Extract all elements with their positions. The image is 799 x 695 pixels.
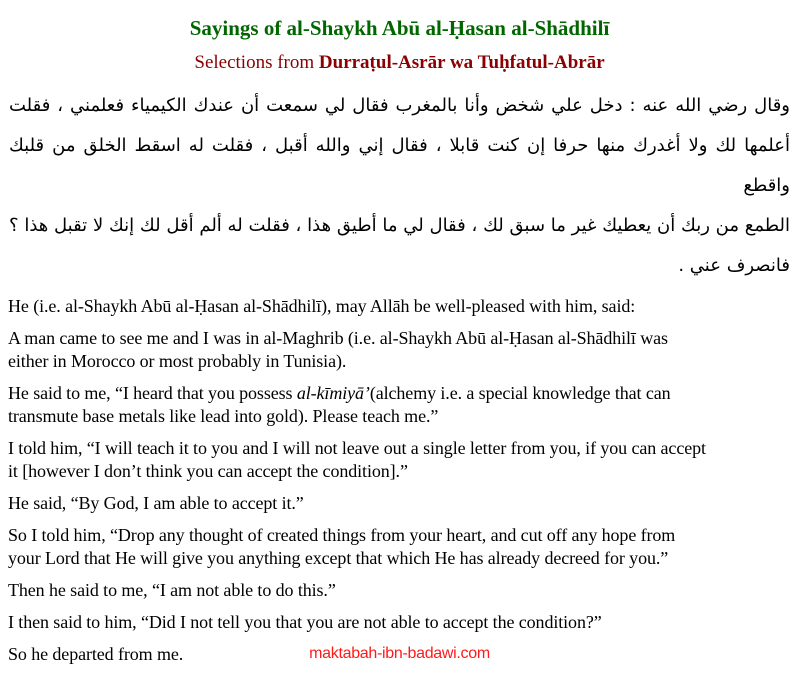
arabic-line: وقال رضي الله عنه : دخل علي شخض وأنا بالمغرب فقال لي سمعت أن عندك الكيمياء فعلمني ، فقلت <box>9 95 790 116</box>
text-run: He (i.e. al-Shaykh Abū al-Ḥasan al-Shādhilī), may Allāh be well-pleased with him, said: <box>8 296 636 316</box>
translation-paragraph <box>8 327 797 373</box>
page-subtitle <box>0 52 799 74</box>
arabic-line: الطمع من ربك أن يعطيك غير ما سبق لك ، فقال لي ما أطيق هذا ، فقلت له ألم أقل لك إنك لا تقبل هذا ؟ <box>9 215 790 236</box>
text-run: He said, “By God, I am able to accept it.” <box>8 493 304 513</box>
text-run: A man came to see me and I was in al-Maghrib (i.e. al-Shaykh Abū al-Ḥasan al-Shādhilī was <box>8 328 668 348</box>
page-title: Sayings of al-Shaykh Abū al-Ḥasan al-Shādhilī <box>189 16 610 40</box>
italic-term: al-kīmiyā’ <box>296 383 370 403</box>
text-run: it [however I don’t think you can accept the condition].” <box>8 461 408 481</box>
translation-paragraph <box>8 437 797 483</box>
translation-block <box>0 295 799 666</box>
translation-paragraph <box>8 382 797 428</box>
text-run: your Lord that He will give you anything except that which He has already decreed for you.” <box>8 548 669 568</box>
book-title: Durraṭul-Asrār wa Tuḥfatul-Abrār <box>318 52 605 73</box>
translation-paragraph <box>8 611 797 634</box>
text-run: (alchemy i.e. a special knowledge that can <box>369 383 671 403</box>
website-footer: maktabah-ibn-badawi.com <box>309 645 490 662</box>
text-run: either in Morocco or most probably in Tunisia). <box>8 351 347 371</box>
arabic-text-block <box>0 86 799 286</box>
arabic-line: أعلمها لك ولا أغدرك منها حرفا إن كنت قابلا ، فقال إني والله أقبل ، فقلت له اسقط الخلق من قلبك واقطع <box>9 135 790 196</box>
text-run: I then said to him, “Did I not tell you that you are not able to accept the condition?” <box>8 612 602 632</box>
subtitle-prefix: Selections from <box>194 52 319 73</box>
text-run: I told him, “I will teach it to you and I will not leave out a single letter from you, if you can accept <box>8 438 706 458</box>
translation-paragraph <box>8 492 797 515</box>
text-run: So he departed from me. <box>8 644 184 664</box>
arabic-line: فانصرف عني . <box>678 255 790 276</box>
text-run: So I told him, “Drop any thought of created things from your heart, and cut off any hope from <box>8 525 676 545</box>
translation-paragraph <box>8 295 797 318</box>
text-run: Then he said to me, “I am not able to do this.” <box>8 580 336 600</box>
translation-paragraph <box>8 524 797 570</box>
text-run: He said to me, “I heard that you possess <box>8 383 297 403</box>
text-run: transmute base metals like lead into gold). Please teach me.” <box>8 406 439 426</box>
translation-paragraph <box>8 579 797 602</box>
